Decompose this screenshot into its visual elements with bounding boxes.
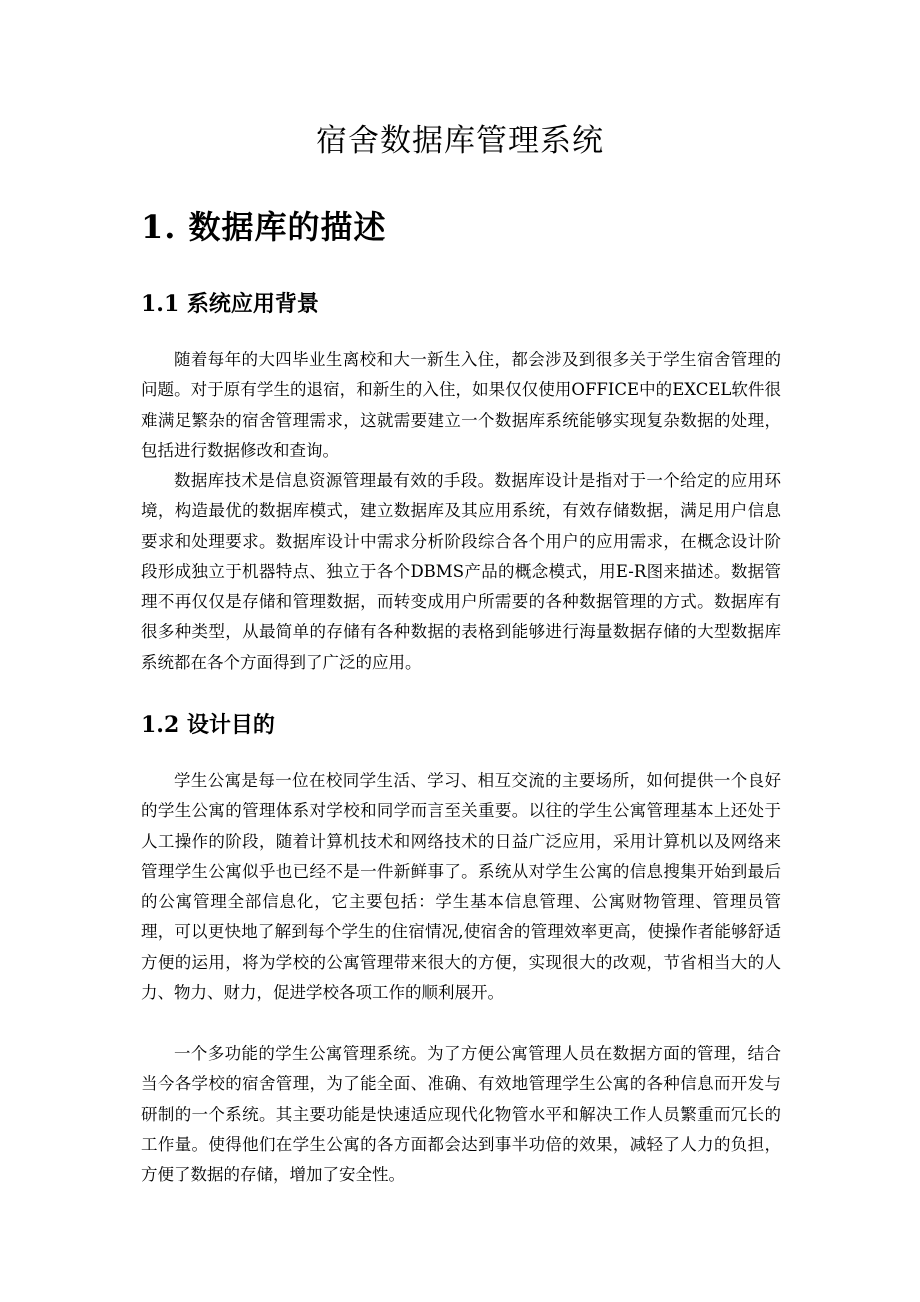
- section-heading-1: 1. 数据库的描述: [141, 208, 387, 246]
- subsection-heading-1-1: 1.1 系统应用背景: [141, 291, 319, 317]
- paragraph-background-2: 数据库技术是信息资源管理最有效的手段。数据库设计是指对于一个给定的应用环境，构造最优的数据库模式，建立数据库及其应用系统，有效存储数据，满足用户信息要求和处理要求。数据库设计中需求分析阶段综合各个用户的应用需求，在概念设计阶段形成独立于机器特点、独立于各个DBMS产品的概念模式，用E-R图来描述。数据管理不再仅仅是存储和管理数据，而转变成用户所需要的各种数据管理的方式。数据库有很多种类型，从最简单的存储有各种数据的表格到能够进行海量数据存储的大型数据库系统都在各个方面得到了广泛的应用。: [141, 471, 781, 672]
- paragraph-purpose-1: 学生公寓是每一位在校同学生活、学习、相互交流的主要场所，如何提供一个良好的学生公寓的管理体系对学校和同学而言至关重要。以往的学生公寓管理基本上还处于人工操作的阶段，随着计算机技术和网络技术的日益广泛应用，采用计算机以及网络来管理学生公寓似乎也已经不是一件新鲜事了。系统从对学生公寓的信息搜集开始到最后的公寓管理全部信息化，它主要包括：学生基本信息管理、公寓财物管理、管理员管理，可以更快地了解到每个学生的住宿情况,使宿舍的管理效率更高，使操作者能够舒适方便的运用，将为学校的公寓管理带来很大的方便，实现很大的改观，节省相当大的人力、物力、财力，促进学校各项工作的顺利展开。: [141, 771, 781, 1003]
- paragraph-background-1: 随着每年的大四毕业生离校和大一新生入住，都会涉及到很多关于学生宿舍管理的问题。对于原有学生的退宿，和新生的入住，如果仅仅使用OFFICE中的EXCEL软件很难满足繁杂的宿舍管理需求，这就需要建立一个数据库系统能够实现复杂数据的处理，包括进行数据修改和查询。: [141, 350, 781, 460]
- document-title: 宿舍数据库管理系统: [316, 123, 604, 159]
- subsection-heading-1-2: 1.2 设计目的: [141, 712, 275, 738]
- paragraph-purpose-2: 一个多功能的学生公寓管理系统。为了方便公寓管理人员在数据方面的管理，结合当今各学校的宿舍管理，为了能全面、准确、有效地管理学生公寓的各种信息而开发与研制的一个系统。其主要功能是快速适应现代化物管水平和解决工作人员繁重而冗长的工作量。使得他们在学生公寓的各方面都会达到事半功倍的效果，减轻了人力的负担，方便了数据的存储，增加了安全性。: [141, 1044, 781, 1185]
